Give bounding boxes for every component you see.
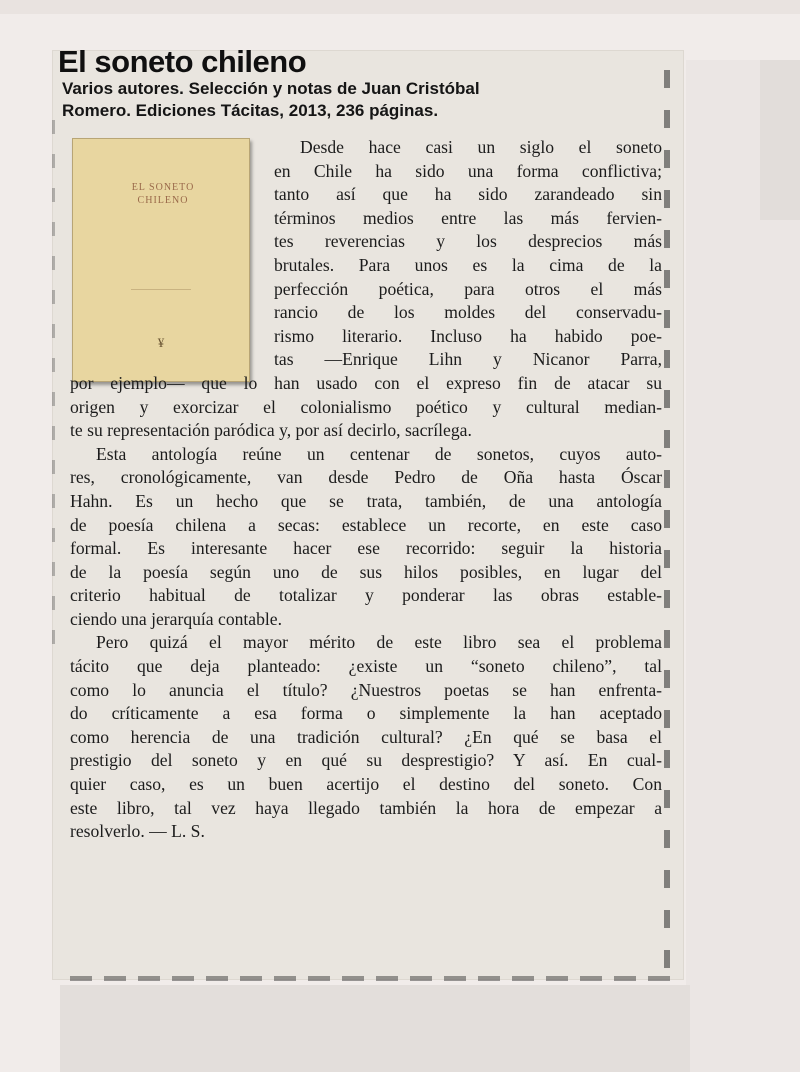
body-line: tácito que deja planteado: ¿existe un “soneto chileno”, tal xyxy=(70,656,662,677)
body-line: Pero quizá el mayor mérito de este libro sea el problema xyxy=(96,632,662,653)
body-line: formal. Es interesante hacer ese recorrido: seguir la historia xyxy=(70,538,662,559)
scan-background-bottom xyxy=(60,985,690,1072)
body-line: tanto así que ha sido zarandeado sin xyxy=(274,184,662,205)
body-line: res, cronológicamente, van desde Pedro de Oña hasta Óscar xyxy=(70,467,662,488)
book-cover-publisher-mark: ¥ xyxy=(157,335,165,350)
body-line: quier caso, es un buen acertijo el destino del soneto. Con xyxy=(70,774,662,795)
body-line: rismo literario. Incluso ha habido poe- xyxy=(274,325,662,346)
body-line: te su representación paródica y, por así decirlo, sacrílega. xyxy=(70,420,472,441)
body-line: rancio de los moldes del conservadu- xyxy=(274,302,662,323)
body-line: como lo anuncia el título? ¿Nuestros poetas se han enfrenta- xyxy=(70,679,662,700)
body-line: perfección poética, para otros el más xyxy=(274,278,662,299)
article-subtitle xyxy=(62,78,622,122)
body-line: criterio habitual de totalizar y ponderar las obras estable- xyxy=(70,585,662,606)
body-line: como herencia de una tradición cultural? ¿En qué se basa el xyxy=(70,726,662,747)
clipping-left-edge xyxy=(52,120,55,660)
body-line: do críticamente a esa forma o simplemente la han aceptado xyxy=(70,703,662,724)
body-line: origen y exorcizar el colonialismo poético y cultural median- xyxy=(70,396,662,417)
clipping-right-edge xyxy=(664,70,670,975)
article-title: El soneto chileno xyxy=(58,44,307,79)
body-line: términos medios entre las más fervien- xyxy=(274,207,662,228)
body-line: Esta antología reúne un centenar de sonetos, cuyos auto- xyxy=(96,443,662,464)
scan-background-patch xyxy=(760,60,800,220)
body-line: tes reverencias y los desprecios más xyxy=(274,231,662,252)
body-line: este libro, tal vez haya llegado también la hora de empezar a xyxy=(70,797,662,818)
body-line: prestigio del soneto y en qué su desprestigio? Y así. En cual- xyxy=(70,750,662,771)
clipping-bottom-edge xyxy=(70,976,682,981)
body-line-signature: resolverlo. — L. S. xyxy=(70,821,205,842)
body-line: brutales. Para unos es la cima de la xyxy=(274,254,662,275)
body-line: por ejemplo— que lo han usado con el expreso fin de atacar su xyxy=(70,372,662,393)
body-line: tas —Enrique Lihn y Nicanor Parra, xyxy=(274,349,662,370)
top-scan-band xyxy=(0,0,800,14)
subtitle-line: Romero. Ediciones Tácitas, 2013, 236 páginas. xyxy=(62,101,439,120)
book-cover-title-line: CHILENO xyxy=(137,195,189,206)
book-cover-title-line: EL SONETO xyxy=(131,182,195,193)
body-line: Desde hace casi un siglo el soneto xyxy=(300,137,662,157)
body-line: de poesía chilena a secas: establece un recorte, en este caso xyxy=(70,514,662,535)
subtitle-line: Varios autores. Selección y notas de Juan Cristóbal xyxy=(62,79,480,98)
body-line: ciendo una jerarquía contable. xyxy=(70,608,283,629)
body-line: Hahn. Es un hecho que se trata, también, de una antología xyxy=(70,490,662,511)
body-line: en Chile ha sido una forma conflictiva; xyxy=(274,160,662,181)
body-line: de la poesía según uno de sus hilos posibles, en lugar del xyxy=(70,561,662,582)
article-body xyxy=(70,136,662,844)
